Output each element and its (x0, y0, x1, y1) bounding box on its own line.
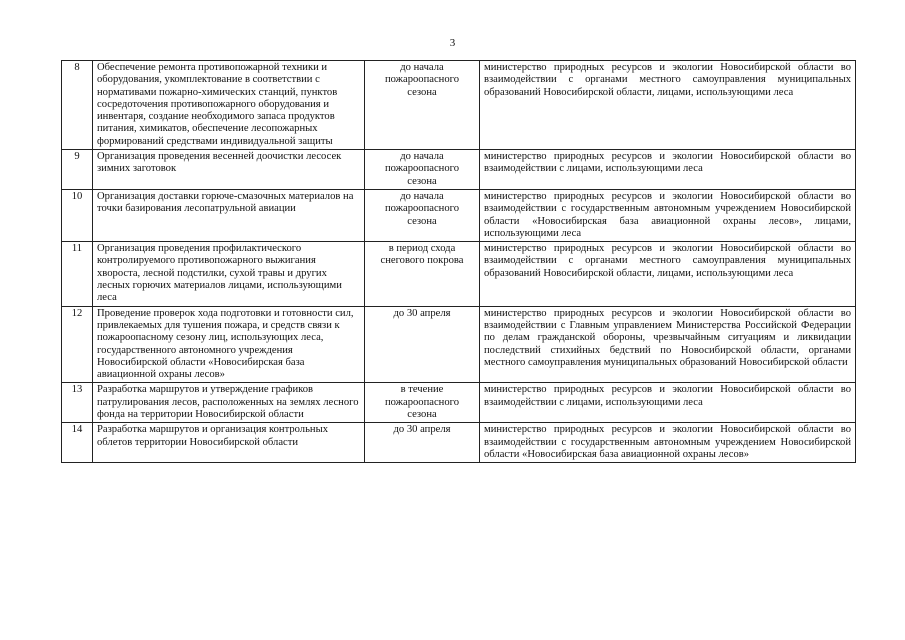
measures-table (61, 60, 856, 463)
measure-responsible: министерство природных ресурсов и экологии Новосибирской области во взаимодействии с органами местного самоуправления муниципальных образований Новосибирской области, лицами, использующими леса (480, 242, 856, 306)
row-number: 13 (62, 383, 93, 423)
measure-deadline: в период схода снегового покрова (365, 242, 480, 306)
measure-deadline: до начала пожароопасного сезона (365, 61, 480, 150)
measure-name: Организация проведения весенней доочистки лесосек зимних заготовок (93, 150, 365, 190)
measure-name: Организация доставки горюче-смазочных материалов на точки базирования лесопатрульной авиации (93, 189, 365, 241)
page-number: 3 (449, 37, 456, 49)
row-number: 8 (62, 61, 93, 150)
row-number: 9 (62, 150, 93, 190)
row-number: 11 (62, 242, 93, 306)
measure-name: Разработка маршрутов и утверждение графиков патрулирования лесов, расположенных на землях лесного фонда на территории Новосибирской области (93, 383, 365, 423)
row-number: 12 (62, 306, 93, 383)
measure-name: Организация проведения профилактического контролируемого противопожарного выжигания хвороста, лесной подстилки, сухой травы и других лесных горючих материалов лицами, использующими леса (93, 242, 365, 306)
measure-deadline: до 30 апреля (365, 423, 480, 463)
row-number: 10 (62, 189, 93, 241)
measure-responsible: министерство природных ресурсов и экологии Новосибирской области во взаимодействии с органами местного самоуправления муниципальных образований Новосибирской области, лицами, использующими леса (480, 61, 856, 150)
table-row (62, 383, 856, 423)
measure-name: Проведение проверок хода подготовки и готовности сил, привлекаемых для тушения пожара, и средств связи к пожароопасному сезону лиц, использующих леса, государственного автономного учреждения Новосибирской области «Новосибирская база авиационной охраны лесов» (93, 306, 365, 383)
measure-deadline: до начала пожароопасного сезона (365, 189, 480, 241)
table-row (62, 242, 856, 306)
measure-responsible: министерство природных ресурсов и экологии Новосибирской области во взаимодействии с лицами, использующими леса (480, 383, 856, 423)
measure-deadline: до начала пожароопасного сезона (365, 150, 480, 190)
row-number: 14 (62, 423, 93, 463)
table-row (62, 306, 856, 383)
table-row (62, 423, 856, 463)
table-row (62, 189, 856, 241)
measure-responsible: министерство природных ресурсов и экологии Новосибирской области во взаимодействии с государственным автономным учреждением Новосибирской области «Новосибирская база авиационной охраны лесов», лицами, использующими леса (480, 189, 856, 241)
measure-deadline: до 30 апреля (365, 306, 480, 383)
measure-name: Обеспечение ремонта противопожарной техники и оборудования, укомплектование в соответствии с нормативами пожарно-химических станций, пунктов сосредоточения противопожарного оборудования и инвентаря, создание необходимого запаса продуктов питания, химикатов, обеспечение лесопожарных формирований средствами индивидуальной защиты (93, 61, 365, 150)
measure-responsible: министерство природных ресурсов и экологии Новосибирской области во взаимодействии с лицами, использующими леса (480, 150, 856, 190)
measure-responsible: министерство природных ресурсов и экологии Новосибирской области во взаимодействии с Главным управлением Министерства Российской Федерации по делам гражданской обороны, чрезвычайным ситуациям и ликвидации последствий стихийных бедствий по Новосибирской области, органами местного самоуправления муниципальных образований Новосибирской области (480, 306, 856, 383)
table-row (62, 61, 856, 150)
measure-deadline: в течение пожароопасного сезона (365, 383, 480, 423)
measure-name: Разработка маршрутов и организация контрольных облетов территории Новосибирской области (93, 423, 365, 463)
measure-responsible: министерство природных ресурсов и экологии Новосибирской области во взаимодействии с государственным автономным учреждением Новосибирской области «Новосибирская база авиационной охраны лесов» (480, 423, 856, 463)
table-row (62, 150, 856, 190)
